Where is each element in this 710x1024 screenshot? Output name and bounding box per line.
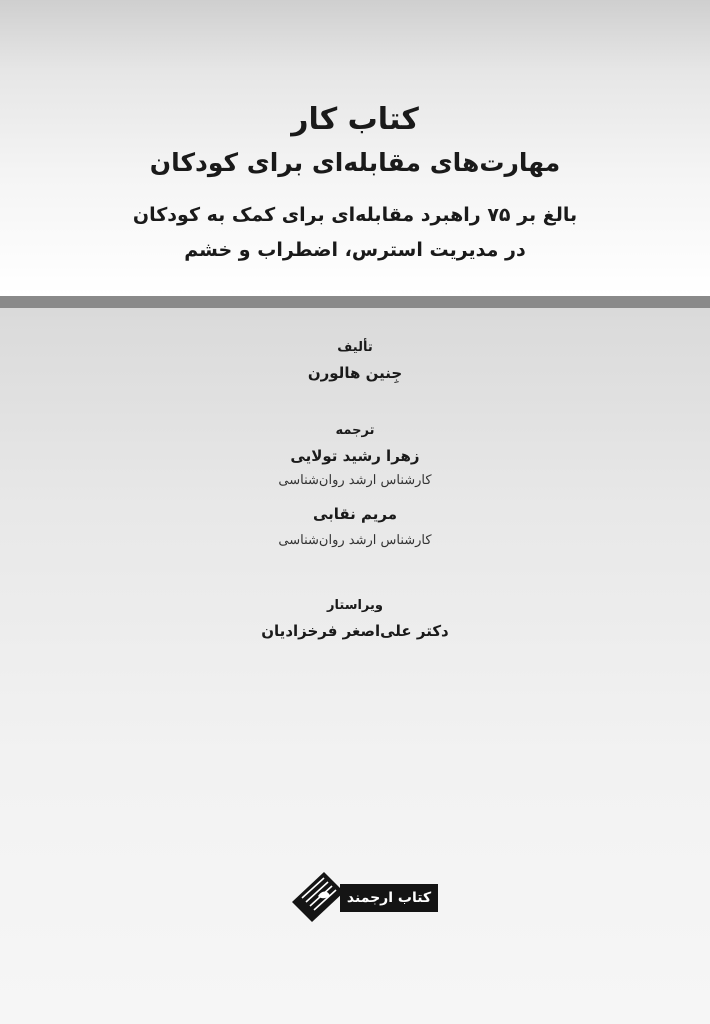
translator-qualification-1: کارشناس ارشد روان‌شناسی [278, 473, 432, 488]
translation-role-label: ترجمه [335, 423, 375, 438]
author-credit [0, 338, 710, 384]
book-pages-logo-icon [288, 868, 348, 926]
editor-role-label: ویراستار [327, 598, 383, 613]
translator-qualification-2: کارشناس ارشد روان‌شناسی [278, 533, 432, 548]
author-name: جِنین هالورن [307, 364, 403, 382]
book-subtitle: مهارت‌های مقابله‌ای برای کودکان [149, 148, 561, 177]
publisher-name: کتاب ارجمند [340, 884, 438, 912]
tagline-line-2: در مدیریت استرس، اضطراب و خشم [184, 239, 526, 261]
tagline-line-1: بالغ بر ۷۵ راهبرد مقابله‌ای برای کمک به کودکان [132, 204, 578, 226]
editor-credit [0, 596, 710, 642]
publisher-mark [270, 868, 440, 926]
title-block [0, 0, 710, 296]
section-divider [0, 296, 710, 308]
book-title: کتاب کار [291, 102, 419, 137]
author-role-label: تألیف [337, 340, 373, 355]
translator-name-2: مریم نقابی [312, 505, 398, 523]
translator-credits [0, 421, 710, 551]
translator-name-1: زهرا رشید تولایی [290, 447, 420, 465]
editor-name: دکتر علی‌اصغر فرخزادیان [261, 622, 449, 640]
